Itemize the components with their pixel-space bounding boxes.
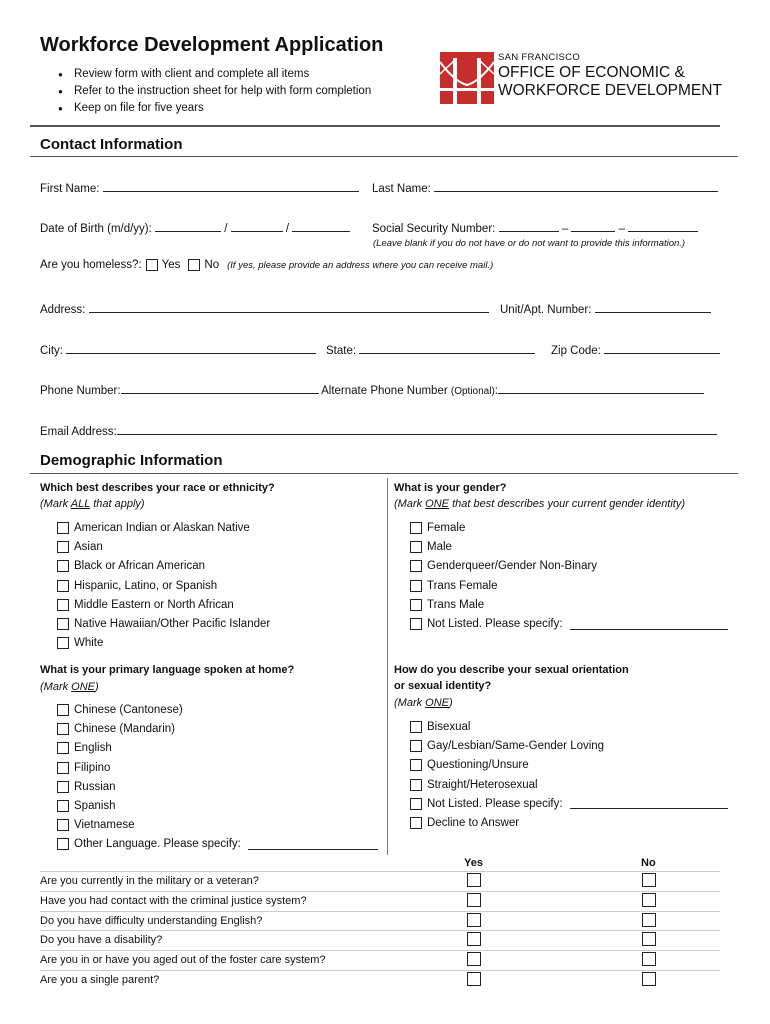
address-row — [40, 302, 489, 316]
checkbox[interactable] — [410, 740, 422, 752]
checkbox-option[interactable] — [57, 580, 217, 592]
optional-label: (Optional) — [450, 386, 495, 397]
state-label: State: — [326, 345, 357, 357]
row-divider — [40, 930, 720, 931]
checkbox[interactable] — [57, 580, 69, 592]
option-label: Other Language. Please specify: — [74, 838, 241, 851]
gender-instruction: (Mark ONE that best describes your current gender identity) — [394, 498, 686, 510]
checkbox-option[interactable] — [57, 618, 270, 630]
contact-heading: Contact Information — [40, 136, 183, 153]
checkbox-option[interactable] — [57, 800, 116, 812]
logo-line-1: SAN FRANCISCO — [498, 52, 581, 63]
instruction-item: ● Refer to the instruction sheet for help with form completion — [58, 83, 371, 100]
yes-no-question-row — [40, 972, 720, 992]
checkbox-option[interactable] — [410, 759, 529, 771]
first-name-field[interactable] — [103, 181, 359, 192]
row-divider — [40, 891, 720, 892]
zip-field[interactable] — [604, 343, 720, 354]
dob-day-field[interactable] — [231, 221, 283, 232]
checkbox-option[interactable] — [410, 618, 728, 630]
first-name-label: First Name: — [40, 183, 100, 195]
yes-column-header: Yes — [464, 857, 483, 869]
checkbox[interactable] — [410, 817, 422, 829]
yes-checkbox[interactable] — [467, 972, 481, 986]
golden-gate-bridge-logo-icon — [440, 52, 494, 104]
alt-phone-field[interactable] — [498, 383, 704, 394]
dob-row — [40, 221, 350, 235]
dob-slash: / — [285, 223, 290, 235]
last-name-field[interactable] — [434, 181, 718, 192]
yes-checkbox[interactable] — [467, 952, 481, 966]
option-label: Filipino — [74, 761, 111, 774]
checkbox[interactable] — [57, 599, 69, 611]
checkbox[interactable] — [410, 779, 422, 791]
checkbox-option[interactable] — [57, 704, 183, 716]
race-question: Which best describes your race or ethnicity? — [40, 482, 275, 494]
orientation-question-line-1: How do you describe your sexual orientation — [394, 664, 629, 676]
logo-line-2: OFFICE OF ECONOMIC & — [498, 64, 685, 81]
header-divider — [30, 125, 720, 127]
checkbox-option[interactable] — [57, 723, 175, 735]
zip-label: Zip Code: — [551, 345, 601, 357]
state-field[interactable] — [359, 343, 535, 354]
gender-question: What is your gender? — [394, 482, 507, 494]
no-checkbox[interactable] — [642, 893, 656, 907]
checkbox[interactable] — [57, 522, 69, 534]
option-label: Gay/Lesbian/Same-Gender Loving — [427, 740, 605, 753]
checkbox[interactable] — [410, 618, 422, 630]
option-label: Middle Eastern or North African — [74, 598, 234, 611]
language-instruction: (Mark ONE) — [40, 681, 99, 693]
option-label: Straight/Heterosexual — [427, 778, 538, 791]
option-label: Trans Male — [427, 598, 485, 611]
no-column-header: No — [641, 857, 656, 869]
checkbox-option[interactable] — [57, 599, 234, 611]
city-row — [40, 343, 316, 357]
homeless-row — [40, 259, 493, 271]
option-label: Bisexual — [427, 721, 471, 733]
specify-field[interactable] — [248, 839, 378, 850]
phone-field[interactable] — [121, 383, 319, 394]
demographic-divider — [30, 473, 738, 474]
homeless-note: (If yes, please provide an address where you can receive mail.) — [227, 259, 494, 271]
checkbox-option[interactable] — [57, 637, 103, 649]
checkbox-option[interactable] — [57, 560, 205, 572]
option-label: Hispanic, Latino, or Spanish — [74, 579, 218, 592]
instruction-item: ● Keep on file for five years — [58, 100, 371, 117]
homeless-yes-checkbox[interactable] — [146, 259, 158, 271]
checkbox-option[interactable] — [410, 560, 597, 572]
option-label: English — [74, 742, 112, 755]
contact-divider — [30, 156, 738, 157]
checkbox-option[interactable] — [410, 721, 470, 733]
option-label: Not Listed. Please specify: — [427, 797, 563, 810]
address-field[interactable] — [89, 302, 489, 313]
yes-checkbox[interactable] — [467, 873, 481, 887]
question-label: Have you had contact with the criminal justice system? — [40, 894, 307, 907]
language-question: What is your primary language spoken at home? — [40, 664, 295, 676]
checkbox-option[interactable] — [57, 762, 110, 774]
dob-slash: / — [224, 223, 228, 235]
checkbox-option[interactable] — [57, 541, 103, 553]
checkbox[interactable] — [410, 522, 422, 534]
option-label: Russian — [74, 780, 116, 793]
no-checkbox[interactable] — [642, 952, 656, 966]
logo-line-3: WORKFORCE DEVELOPMENT — [498, 81, 722, 99]
question-label: Are you in or have you aged out of the foster care system? — [40, 954, 326, 967]
option-label: Chinese (Cantonese) — [74, 704, 183, 716]
ssn-note: (Leave blank if you do not have or do not want to provide this information.) — [373, 238, 686, 249]
checkbox[interactable] — [57, 838, 69, 850]
phone-label: Phone Number: — [40, 385, 121, 397]
checkbox[interactable] — [57, 618, 69, 630]
no-checkbox[interactable] — [642, 932, 656, 946]
ssn-dash: – — [561, 223, 569, 235]
homeless-no-label: No — [204, 259, 220, 271]
question-label: Do you have a disability? — [40, 934, 163, 947]
first-name-row — [40, 181, 359, 195]
row-divider — [40, 871, 720, 872]
ssn-part-3-field[interactable] — [628, 221, 698, 232]
alt-phone-colon: : — [494, 385, 498, 397]
checkbox[interactable] — [410, 759, 422, 771]
option-label: American Indian or Alaskan Native — [74, 522, 250, 534]
option-label: Genderqueer/Gender Non-Binary — [427, 560, 598, 573]
checkbox[interactable] — [57, 560, 69, 572]
checkbox-option[interactable] — [57, 838, 378, 850]
checkbox[interactable] — [57, 704, 69, 716]
option-label: Male — [427, 541, 452, 554]
option-label: Black or African American — [74, 560, 206, 573]
email-field[interactable] — [117, 424, 717, 435]
no-checkbox[interactable] — [642, 873, 656, 887]
dob-month-field[interactable] — [155, 221, 221, 232]
race-instruction: (Mark ALL that apply) — [40, 498, 145, 510]
checkbox-option[interactable] — [410, 522, 465, 534]
checkbox[interactable] — [410, 721, 422, 733]
option-label: Trans Female — [427, 579, 498, 592]
instruction-list — [58, 66, 371, 117]
checkbox[interactable] — [410, 798, 422, 810]
checkbox-option[interactable] — [410, 817, 519, 829]
last-name-label: Last Name: — [372, 183, 431, 195]
homeless-yes-label: Yes — [161, 259, 181, 271]
checkbox-option[interactable] — [57, 819, 135, 831]
question-label: Are you currently in the military or a veteran? — [40, 875, 259, 887]
city-field[interactable] — [66, 343, 316, 354]
state-row — [326, 343, 535, 357]
option-label: Native Hawaiian/Other Pacific Islander — [74, 618, 271, 630]
checkbox[interactable] — [57, 742, 69, 754]
option-label: Asian — [74, 541, 103, 554]
checkbox[interactable] — [57, 541, 69, 553]
row-divider — [40, 970, 720, 971]
instruction-item: ● Review form with client and complete all items — [58, 66, 371, 83]
question-label: Do you have difficulty understanding English? — [40, 914, 263, 927]
checkbox[interactable] — [410, 580, 422, 592]
option-label: Spanish — [74, 800, 116, 812]
zip-row — [551, 343, 720, 357]
option-label: Questioning/Unsure — [427, 759, 529, 772]
ssn-row — [372, 221, 698, 235]
option-label: Decline to Answer — [427, 817, 520, 829]
checkbox[interactable] — [57, 723, 69, 735]
specify-field[interactable] — [570, 798, 728, 809]
checkbox[interactable] — [57, 637, 69, 649]
ssn-part-1-field[interactable] — [499, 221, 559, 232]
checkbox-option[interactable] — [410, 580, 498, 592]
no-checkbox[interactable] — [642, 913, 656, 927]
ssn-dash: – — [618, 223, 625, 235]
checkbox-option[interactable] — [57, 742, 112, 754]
checkbox-option[interactable] — [57, 522, 250, 534]
checkbox-option[interactable] — [410, 740, 604, 752]
unit-label: Unit/Apt. Number: — [500, 304, 592, 316]
homeless-label: Are you homeless?: — [40, 259, 142, 271]
specify-field[interactable] — [570, 619, 728, 630]
checkbox-option[interactable] — [410, 779, 538, 791]
dob-label: Date of Birth (m/d/yy): — [40, 223, 152, 235]
no-checkbox[interactable] — [642, 972, 656, 986]
email-row — [40, 424, 717, 438]
checkbox-option[interactable] — [57, 781, 116, 793]
yes-checkbox[interactable] — [467, 913, 481, 927]
unit-field[interactable] — [595, 302, 711, 313]
option-label: White — [74, 637, 104, 650]
checkbox-option[interactable] — [410, 541, 452, 553]
option-label: Female — [427, 522, 466, 534]
address-label: Address: — [40, 304, 86, 316]
orientation-question-line-2: or sexual identity? — [394, 680, 492, 692]
last-name-row — [372, 181, 718, 195]
alt-phone-label: Alternate Phone Number — [321, 385, 448, 397]
checkbox[interactable] — [410, 599, 422, 611]
option-label: Not Listed. Please specify: — [427, 618, 563, 630]
ssn-label: Social Security Number: — [372, 223, 496, 235]
yes-checkbox[interactable] — [467, 932, 481, 946]
checkbox[interactable] — [410, 560, 422, 572]
unit-row — [500, 302, 711, 316]
email-label: Email Address: — [40, 426, 117, 438]
city-label: City: — [40, 345, 63, 357]
row-divider — [40, 950, 720, 951]
checkbox[interactable] — [57, 819, 69, 831]
demographic-heading: Demographic Information — [40, 452, 223, 469]
checkbox-option[interactable] — [410, 798, 728, 810]
orientation-instruction: (Mark ONE) — [394, 697, 453, 709]
option-label: Vietnamese — [74, 819, 135, 832]
question-label: Are you a single parent? — [40, 974, 160, 986]
phone-row — [40, 383, 704, 397]
column-divider — [387, 478, 388, 855]
dob-year-field[interactable] — [292, 221, 350, 232]
checkbox[interactable] — [57, 781, 69, 793]
page-title: Workforce Development Application — [40, 34, 384, 56]
homeless-no-checkbox[interactable] — [188, 259, 200, 271]
option-label: Chinese (Mandarin) — [74, 723, 175, 736]
row-divider — [40, 911, 720, 912]
checkbox[interactable] — [57, 800, 69, 812]
yes-checkbox[interactable] — [467, 893, 481, 907]
checkbox[interactable] — [410, 541, 422, 553]
checkbox[interactable] — [57, 762, 69, 774]
oewd-logo — [440, 52, 730, 106]
checkbox-option[interactable] — [410, 599, 484, 611]
ssn-part-2-field[interactable] — [571, 221, 615, 232]
